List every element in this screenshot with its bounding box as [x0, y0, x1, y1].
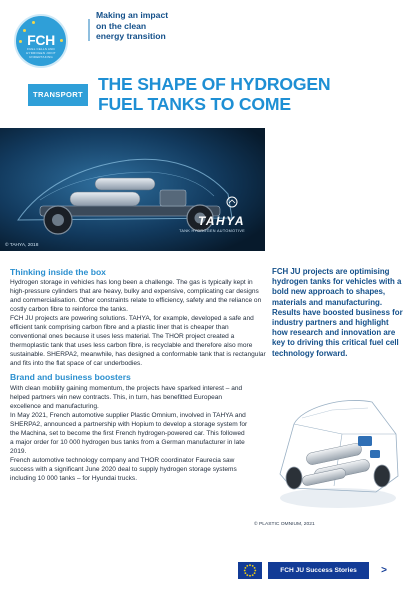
paragraph: FCH JU projects are powering solutions. TAHYA, for example, developed a safe and efficient tank comprising carbon fibre and a plastic liner that is cheaper than conventional ones because it uses less material. The THOR project created a thermoplastic tank that uses less carbon fibre, is recyclable and therefore also more sustainable. SHERPA2, meanwhile, has designed a conformable tank that is rectangular and fits into the flat space of car underbodies. — [10, 314, 266, 367]
logo-star — [60, 39, 63, 42]
tagline-line: energy transition — [96, 31, 166, 42]
next-page-arrow-icon[interactable]: > — [381, 565, 387, 576]
tagline-line: on the clean — [96, 20, 147, 31]
image-caption: © PLASTIC OMNIUM, 2021 — [254, 522, 315, 527]
logo-text: FCH — [27, 32, 55, 48]
tagline-line: Making an impact — [96, 10, 169, 20]
sidebar-quote: FCH JU projects are optimising hydrogen tanks for vehicles with a bold new approach to shapes, materials and manufacturing. Results have boosted business for industry partners and highlight how research and innovation are key to driving this critical fuel cell technology forward. — [272, 267, 403, 358]
section-body-brand — [10, 385, 250, 483]
paragraph: Hydrogen storage in vehicles has long been a challenge. The gas is typically kept in high-pressure cylinders that are heavy, bulky and expensive, complicating car designs and commercialisation. Other constraints relate to efficiency, safety and the reliance on costly carbon fibre to reinforce the tanks. — [10, 279, 262, 313]
section-heading-brand: Brand and business boosters — [10, 372, 131, 382]
paragraph: French automotive technology company and THOR coordinator Faurecia saw success with a significant June 2020 deal to supply hydrogen storage systems including 10 000 tanks – for Hyundai trucks. — [10, 456, 237, 482]
car-tanks-illustration — [272, 378, 404, 516]
hero-brand-subtitle: TANK HYDROGEN AUTOMOTIVE — [179, 229, 245, 233]
logo-star — [32, 21, 35, 24]
hero-caption: © TAHYA, 2018 — [5, 243, 39, 248]
footer-series-label[interactable]: FCH JU Success Stories — [268, 562, 369, 579]
paragraph: With clean mobility gaining momentum, the projects have sparked interest – and helped partners win new contracts. This, in turn, has benefitted European excellence and manufacturing. — [10, 385, 243, 410]
tagline — [88, 10, 258, 42]
logo-star — [23, 29, 26, 32]
eu-stars — [238, 562, 262, 579]
section-body-thinking — [10, 279, 266, 369]
section-heading-thinking: Thinking inside the box — [10, 267, 106, 277]
eu-flag-icon — [238, 562, 262, 579]
logo-ring-text: FUEL CELLS AND HYDROGEN JOINT UNDERTAKING — [26, 47, 56, 59]
car-tanks-image — [272, 378, 404, 516]
title-line: FUEL TANKS TO COME — [98, 93, 291, 114]
logo-star — [19, 40, 22, 43]
category-badge: TRANSPORT — [28, 84, 88, 106]
paragraph: In May 2021, French automotive supplier Plastic Omnium, involved in TAHYA and SHERPA2, announced a partnership with Hopium to develop a storage system for the Machina, set to become the first French hydrogen-powered car. This followed a major order for 10 000 hydrogen bus tanks from a German manufacturer in late 2019. — [10, 411, 248, 455]
page-title — [98, 75, 388, 114]
title-line: THE SHAPE OF HYDROGEN — [98, 74, 331, 94]
hero-image — [0, 128, 265, 251]
fch-logo — [14, 14, 68, 68]
hero-brand-text: TAHYA — [197, 214, 245, 228]
